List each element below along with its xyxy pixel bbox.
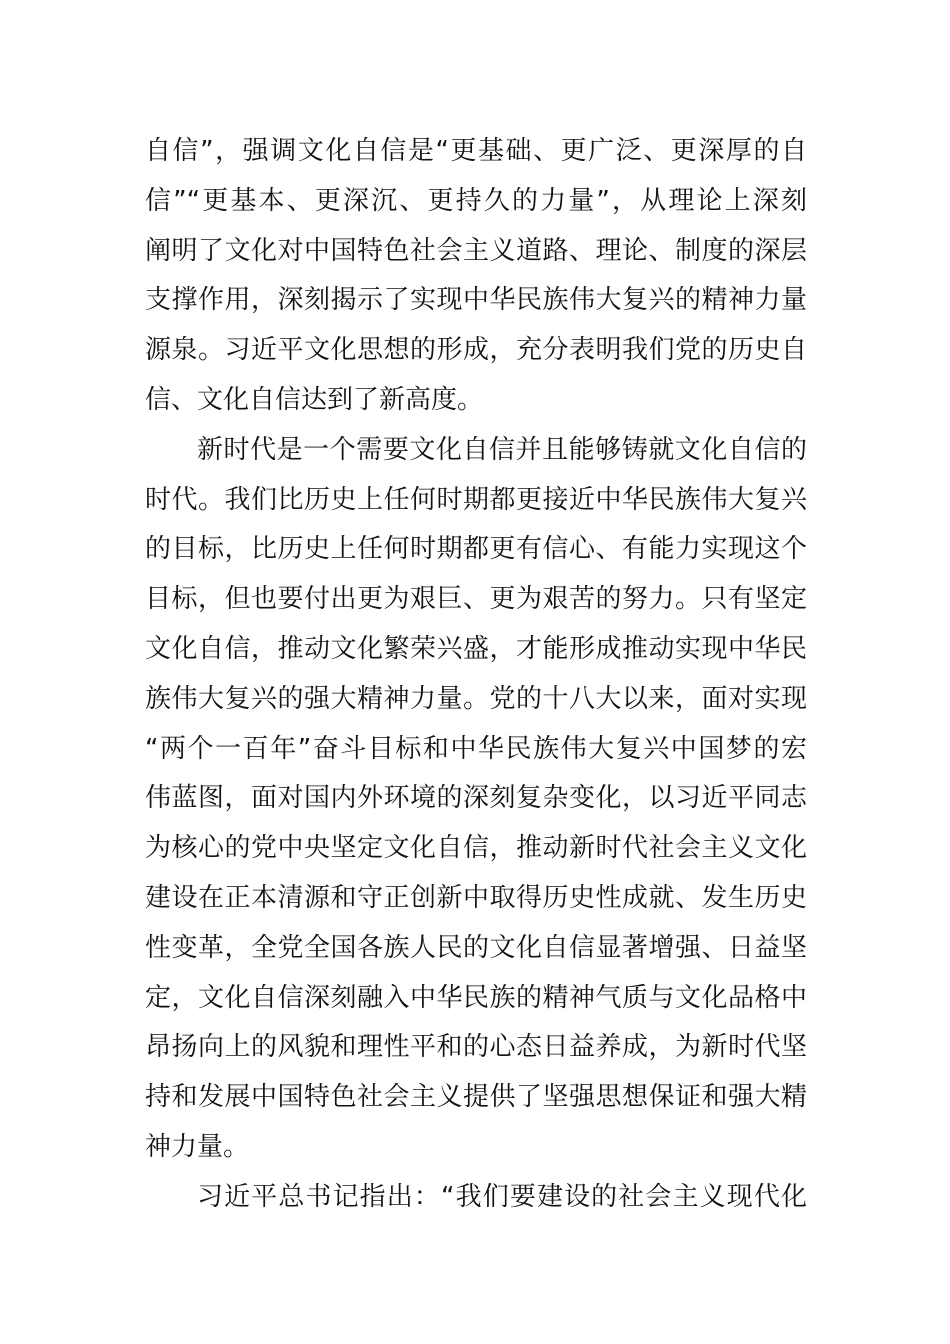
- text-line: 昂扬向上的风貌和理性平和的心态日益养成，为新时代坚: [145, 1032, 807, 1063]
- text-line: 支撑作用，深刻揭示了实现中华民族伟大复兴的精神力量: [145, 285, 807, 316]
- text-line: 文化自信，推动文化繁荣兴盛，才能形成推动实现中华民: [145, 633, 807, 664]
- text-line: 神力量。: [145, 1131, 250, 1162]
- body-text: [145, 127, 807, 1223]
- text-line: 伟蓝图，面对国内外环境的深刻复杂变化，以习近平同志: [145, 783, 807, 814]
- text-line: 定，文化自信深刻融入中华民族的精神气质与文化品格中: [145, 982, 807, 1013]
- text-line: 目标，但也要付出更为艰巨、更为艰苦的努力。只有坚定: [145, 584, 807, 615]
- text-line: 信、文化自信达到了新高度。: [145, 384, 484, 415]
- text-line: 信”“更基本、更深沉、更持久的力量”，从理论上深刻: [145, 185, 807, 216]
- text-line: 自信”，强调文化自信是“更基础、更广泛、更深厚的自: [145, 136, 807, 166]
- text-line: 族伟大复兴的强大精神力量。党的十八大以来，面对实现: [145, 683, 807, 714]
- text-line: 阐明了文化对中国特色社会主义道路、理论、制度的深层: [145, 235, 807, 266]
- text-line: 建设在正本清源和守正创新中取得历史性成就、发生历史: [145, 882, 807, 913]
- text-line: 的目标，比历史上任何时期都更有信心、有能力实现这个: [145, 534, 807, 565]
- paragraph-first-line: 习近平总书记指出：“我们要建设的社会主义现代化: [197, 1181, 807, 1212]
- text-line: 持和发展中国特色社会主义提供了坚强思想保证和强大精: [145, 1082, 807, 1113]
- text-line: 为核心的党中央坚定文化自信，推动新时代社会主义文化: [145, 833, 807, 864]
- paragraph-first-line: 新时代是一个需要文化自信并且能够铸就文化自信的: [197, 434, 807, 465]
- text-line: 源泉。习近平文化思想的形成，充分表明我们党的历史自: [145, 335, 807, 366]
- text-line: 性变革，全党全国各族人民的文化自信显著增强、日益坚: [145, 932, 807, 963]
- text-line: 时代。我们比历史上任何时期都更接近中华民族伟大复兴: [145, 484, 807, 515]
- text-line: “两个一百年”奋斗目标和中华民族伟大复兴中国梦的宏: [145, 733, 807, 764]
